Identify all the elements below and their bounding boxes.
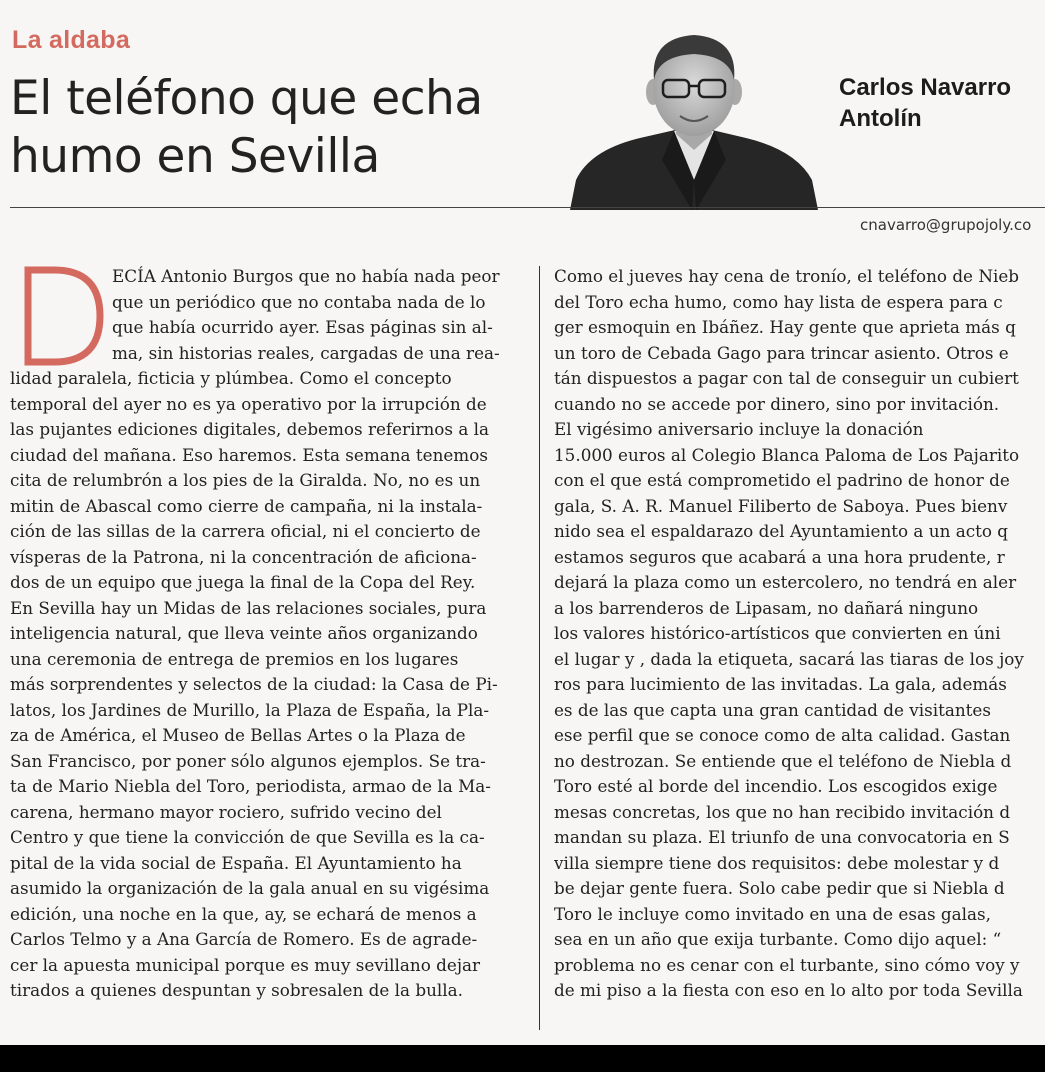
text-line: ger esmoquin en Ibáñez. Hay gente que aprieta más q xyxy=(554,317,1016,337)
text-line: edición, una noche en la que, ay, se echará de menos a xyxy=(10,903,477,924)
text-line: el lugar y , dada la etiqueta, sacará las tiaras de los joy xyxy=(554,648,1024,669)
text-line: Carlos Telmo y a Ana García de Romero. Es de agrade- xyxy=(10,929,478,949)
text-line: 15.000 euros al Colegio Blanca Paloma de Los Pajarito xyxy=(554,444,1020,465)
text-line: tán dispuestos a pagar con tal de conseguir un cubiert xyxy=(554,368,1019,388)
text-line: que había ocurrido ayer. Esas páginas sin al- xyxy=(112,317,493,337)
text-line: una ceremonia de entrega de premios en los lugares xyxy=(10,648,459,669)
author-name xyxy=(839,72,1011,134)
text-line: es de las que capta una gran cantidad de visitantes xyxy=(554,699,991,720)
text-line: cuando no se accede por dinero, sino por invitación. xyxy=(554,393,1000,414)
text-line: En Sevilla hay un Midas de las relaciones sociales, pura xyxy=(10,597,487,618)
text-line: con el que está comprometido el padrino de honor de xyxy=(554,470,1010,490)
text-line: ese perfil que se conoce como de alta calidad. Gastan xyxy=(554,725,1011,745)
text-line: que un periódico que no contaba nada de lo xyxy=(112,291,486,312)
text-line: del Toro echa humo, como hay lista de espera para c xyxy=(554,291,1003,312)
text-line: Como el jueves hay cena de tronío, el teléfono de Nieb xyxy=(554,266,1020,286)
text-line: San Francisco, por poner sólo algunos ejemplos. Se tra- xyxy=(10,750,486,771)
text-line: un toro de Cebada Gago para trincar asiento. Otros e xyxy=(554,342,1009,363)
text-line: pital de la vida social de España. El Ayuntamiento ha xyxy=(10,852,462,873)
text-line: a los barrenderos de Lipasam, no dañará ninguno xyxy=(554,597,979,618)
author-name-line2: Antolín xyxy=(839,105,922,132)
text-line: nido sea el espaldarazo del Ayuntamiento a un acto q xyxy=(554,521,1009,541)
header-rule xyxy=(10,207,1045,208)
text-line: cer la apuesta municipal porque es muy sevillano dejar xyxy=(10,954,481,975)
text-line: mitin de Abascal como cierre de campaña, ni la instala- xyxy=(10,495,483,516)
text-line: ECÍA Antonio Burgos que no había nada peor xyxy=(112,266,500,286)
text-line: temporal del ayer no es ya operativo por la irrupción de xyxy=(10,393,487,414)
bottom-black-bar xyxy=(0,1045,1045,1072)
text-line: ma, sin historias reales, cargadas de una rea- xyxy=(112,342,500,363)
text-line: sea en un año que exija turbante. Como dijo aquel: “ xyxy=(554,929,1002,949)
text-line: más sorprendentes y selectos de la ciudad: la Casa de Pi- xyxy=(10,674,498,694)
author-photo xyxy=(570,30,818,210)
text-line: vísperas de la Patrona, ni la concentración de aficiona- xyxy=(10,546,477,567)
text-line: ros para lucimiento de las invitadas. La gala, además xyxy=(554,674,1007,694)
text-line: mandan su plaza. El triunfo de una convocatoria en S xyxy=(554,827,1010,847)
headline: El teléfono que echa humo en Sevilla xyxy=(10,71,483,184)
section-label: La aldaba xyxy=(12,26,131,54)
text-line: Toro esté al borde del incendio. Los escogidos exige xyxy=(554,776,998,796)
article-column-1 xyxy=(10,264,530,1004)
text-line: de mi piso a la fiesta con eso en lo alto por toda Sevilla xyxy=(554,980,1023,1000)
text-line: ta de Mario Niebla del Toro, periodista, armao de la Ma- xyxy=(10,776,491,796)
text-line: be dejar gente fuera. Solo cabe pedir que si Niebla d xyxy=(554,878,1005,898)
text-line: Centro y que tiene la convicción de que Sevilla es la ca- xyxy=(10,827,485,847)
text-line: latos, los Jardines de Murillo, la Plaza de España, la Pla- xyxy=(10,699,490,720)
text-line: El vigésimo aniversario incluye la donación xyxy=(554,419,924,439)
text-line: problema no es cenar con el turbante, sino cómo voy y xyxy=(554,954,1020,975)
text-line: mesas concretas, los que no han recibido invitación d xyxy=(554,801,1011,822)
text-line: carena, hermano mayor rociero, sufrido vecino del xyxy=(10,801,442,822)
text-line: tirados a quienes despuntan y sobresalen de la bulla. xyxy=(10,980,463,1000)
text-line: Toro le incluye como invitado en una de esas galas, xyxy=(554,903,991,924)
author-name-line1: Carlos Navarro xyxy=(839,74,1012,101)
text-line: dejará la plaza como un estercolero, no tendrá en aler xyxy=(554,572,1017,592)
article-column-2 xyxy=(554,264,1045,1004)
text-line: cita de relumbrón a los pies de la Giralda. No, no es un xyxy=(10,470,481,490)
author-email: cnavarro@grupojoly.co xyxy=(860,216,1032,234)
text-line: asumido la organización de la gala anual en su vigésima xyxy=(10,878,490,898)
text-line: gala, S. A. R. Manuel Filiberto de Saboya. Pues bienv xyxy=(554,495,1008,516)
text-line: las pujantes ediciones digitales, debemos referirnos a la xyxy=(10,419,490,439)
text-line: lidad paralela, ficticia y plúmbea. Como el concepto xyxy=(10,368,452,388)
text-line: no destrozan. Se entiende que el teléfono de Niebla d xyxy=(554,750,1012,771)
text-line: villa siempre tiene dos requisitos: debe molestar y d xyxy=(554,852,1000,873)
text-line: estamos seguros que acabará a una hora prudente, r xyxy=(554,546,1005,567)
text-line: los valores histórico-artísticos que convierten en úni xyxy=(554,623,1001,643)
text-line: ciudad del mañana. Eso haremos. Esta semana tenemos xyxy=(10,444,488,465)
column-divider xyxy=(539,266,540,1030)
text-line: inteligencia natural, que lleva veinte años organizando xyxy=(10,623,478,643)
text-line: dos de un equipo que juega la final de la Copa del Rey. xyxy=(10,572,476,592)
text-line: za de América, el Museo de Bellas Artes o la Plaza de xyxy=(10,725,466,745)
text-line: ción de las sillas de la carrera oficial, ni el concierto de xyxy=(10,521,481,541)
